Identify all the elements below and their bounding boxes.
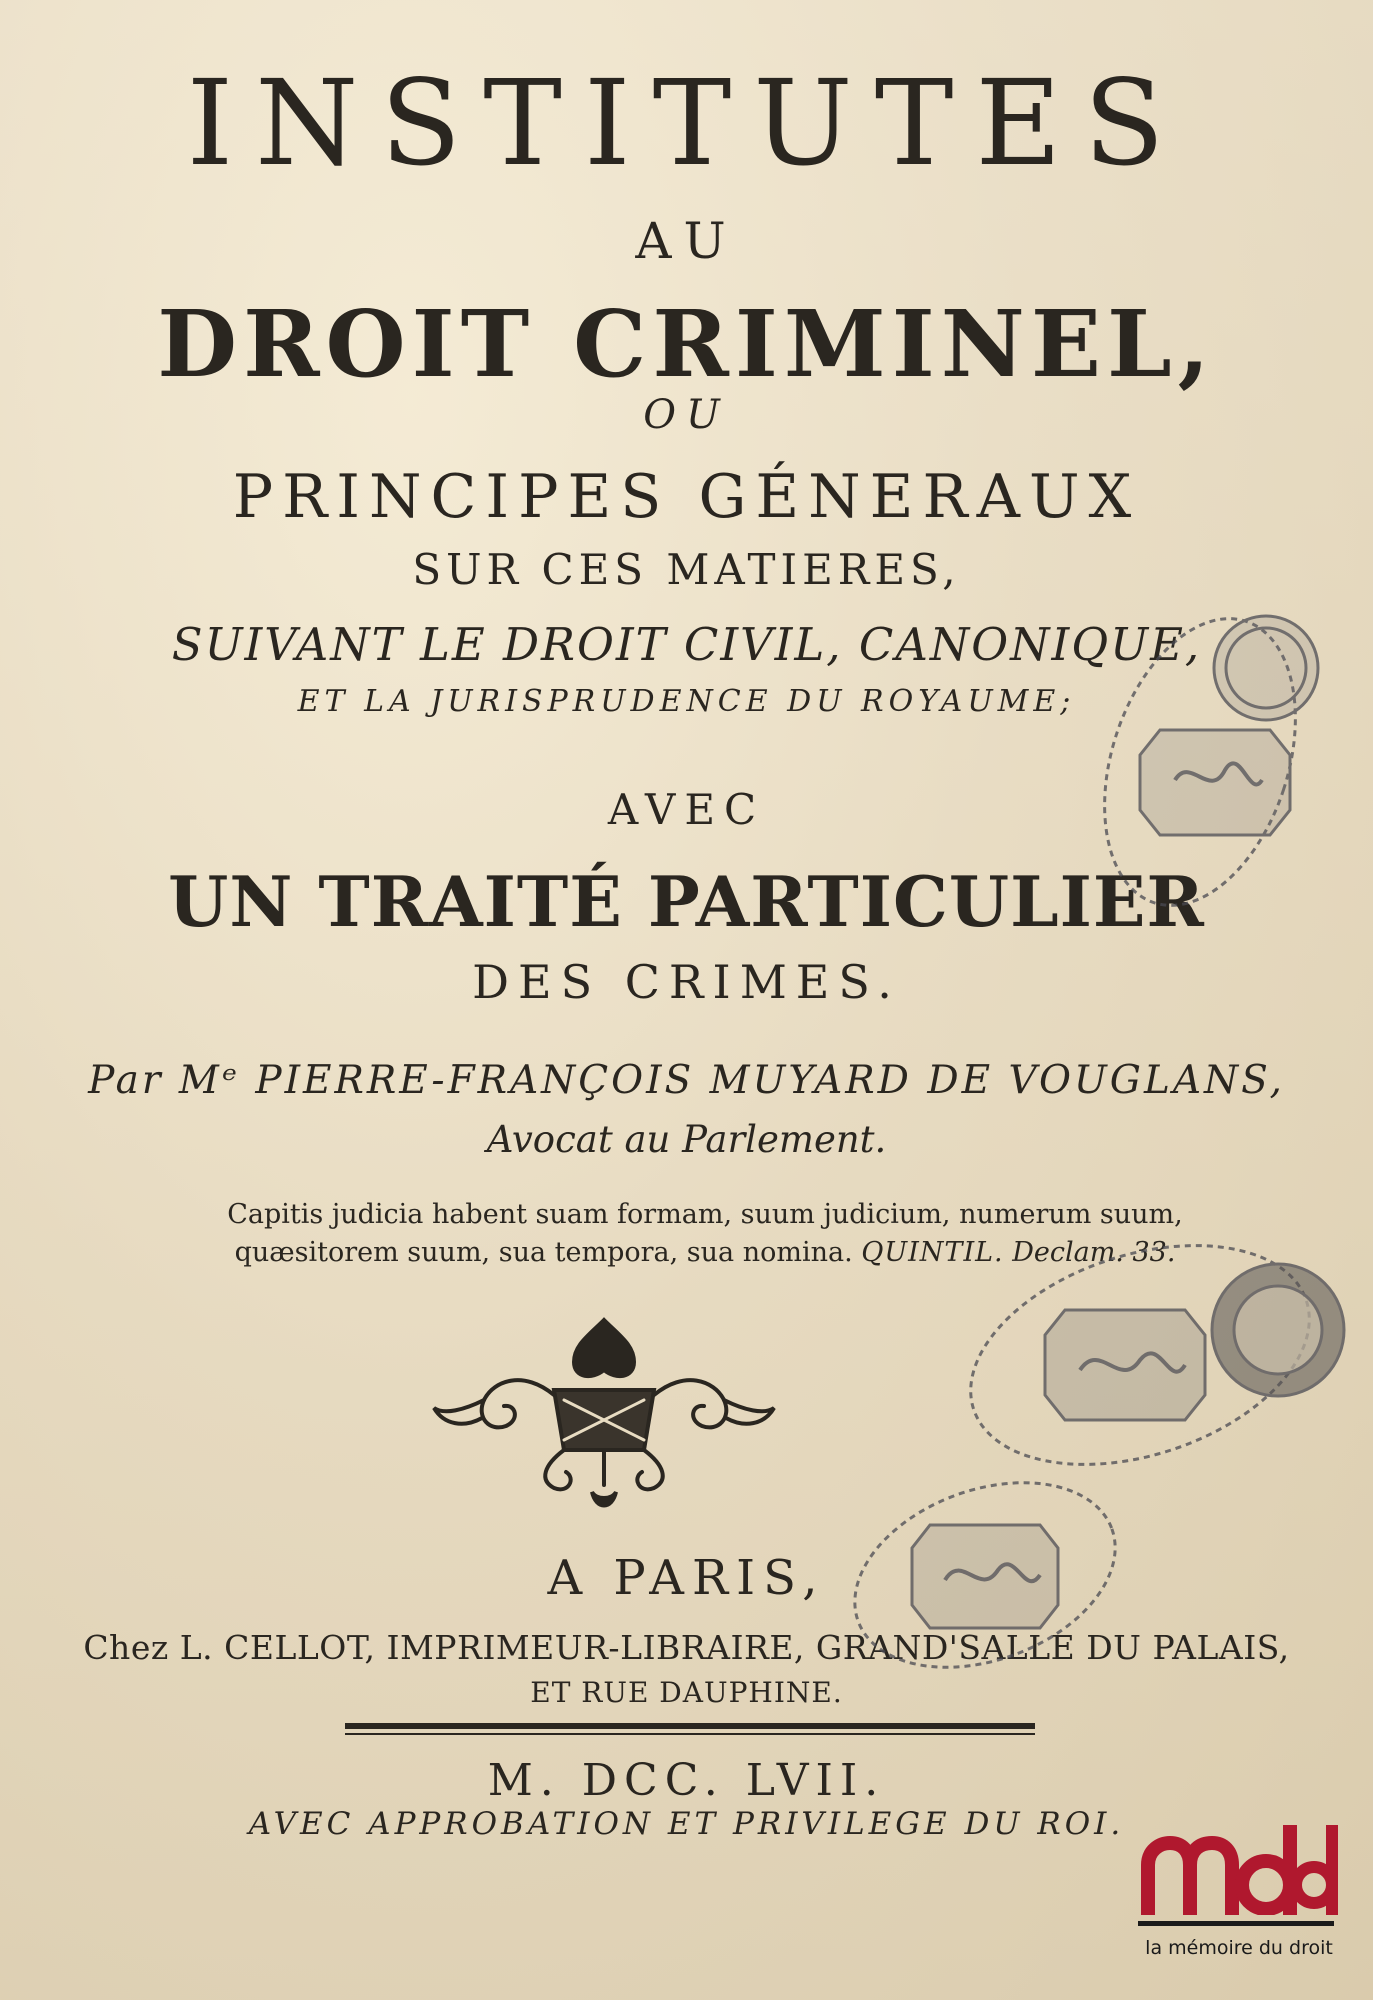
title-line-traite-particulier: UN TRAITÉ PARTICULIER xyxy=(168,862,1205,943)
title-line-sur-ces-matieres: SUR CES MATIERES, xyxy=(412,545,961,594)
author-line: Par Mᵉ PIERRE-FRANÇOIS MUYARD DE VOUGLANS, xyxy=(88,1058,1285,1103)
mdd-logo-caption: la mémoire du droit xyxy=(1145,1937,1333,1959)
author-title: Avocat au Parlement. xyxy=(486,1118,887,1161)
mdd-logo xyxy=(1134,1825,1344,1985)
imprint-place: A PARIS, xyxy=(547,1550,826,1606)
imprint-rule xyxy=(345,1723,1035,1729)
epigraph-text: quæsitorem suum, sua tempora, sua nomina. xyxy=(234,1237,853,1268)
title-line-au: AU xyxy=(635,212,738,270)
printer-ornament-icon xyxy=(424,1300,784,1520)
title-line-droit-criminel: DROIT CRIMINEL, xyxy=(157,290,1216,398)
mdd-logo-bar xyxy=(1138,1921,1334,1926)
title-line-des-crimes: DES CRIMES. xyxy=(472,955,901,1009)
title-line-jurisprudence: ET LA JURISPRUDENCE DU ROYAUME; xyxy=(297,684,1076,719)
title-line-avec: AVEC xyxy=(607,785,766,834)
imprint-street: ET RUE DAUPHINE. xyxy=(530,1676,843,1709)
title-line-ou: OU xyxy=(643,392,730,438)
epigraph-author: QUINTIL. xyxy=(861,1237,1004,1268)
book-title: INSTITUTES xyxy=(186,54,1187,192)
title-line-suivant: SUIVANT LE DROIT CIVIL, CANONIQUE, xyxy=(171,618,1202,671)
imprint-printer: Chez L. CELLOT, IMPRIMEUR-LIBRAIRE, GRAND'SALLE DU PALAIS, xyxy=(83,1628,1290,1667)
imprint-approbation: AVEC APPROBATION ET PRIVILEGE DU ROI. xyxy=(248,1806,1125,1842)
title-line-principes: PRINCIPES GÉNERAUX xyxy=(232,462,1141,532)
mdd-logo-mark xyxy=(1138,1825,1338,1915)
imprint-date: M. DCC. LVII. xyxy=(487,1755,886,1806)
imprint-rule-thin xyxy=(345,1733,1035,1735)
epigraph-line-1: Capitis judicia habent suam formam, suum judicium, numerum suum, xyxy=(227,1199,1183,1230)
epigraph-line-2 xyxy=(200,1234,1210,1272)
epigraph-source: Declam. 33. xyxy=(1012,1237,1176,1268)
